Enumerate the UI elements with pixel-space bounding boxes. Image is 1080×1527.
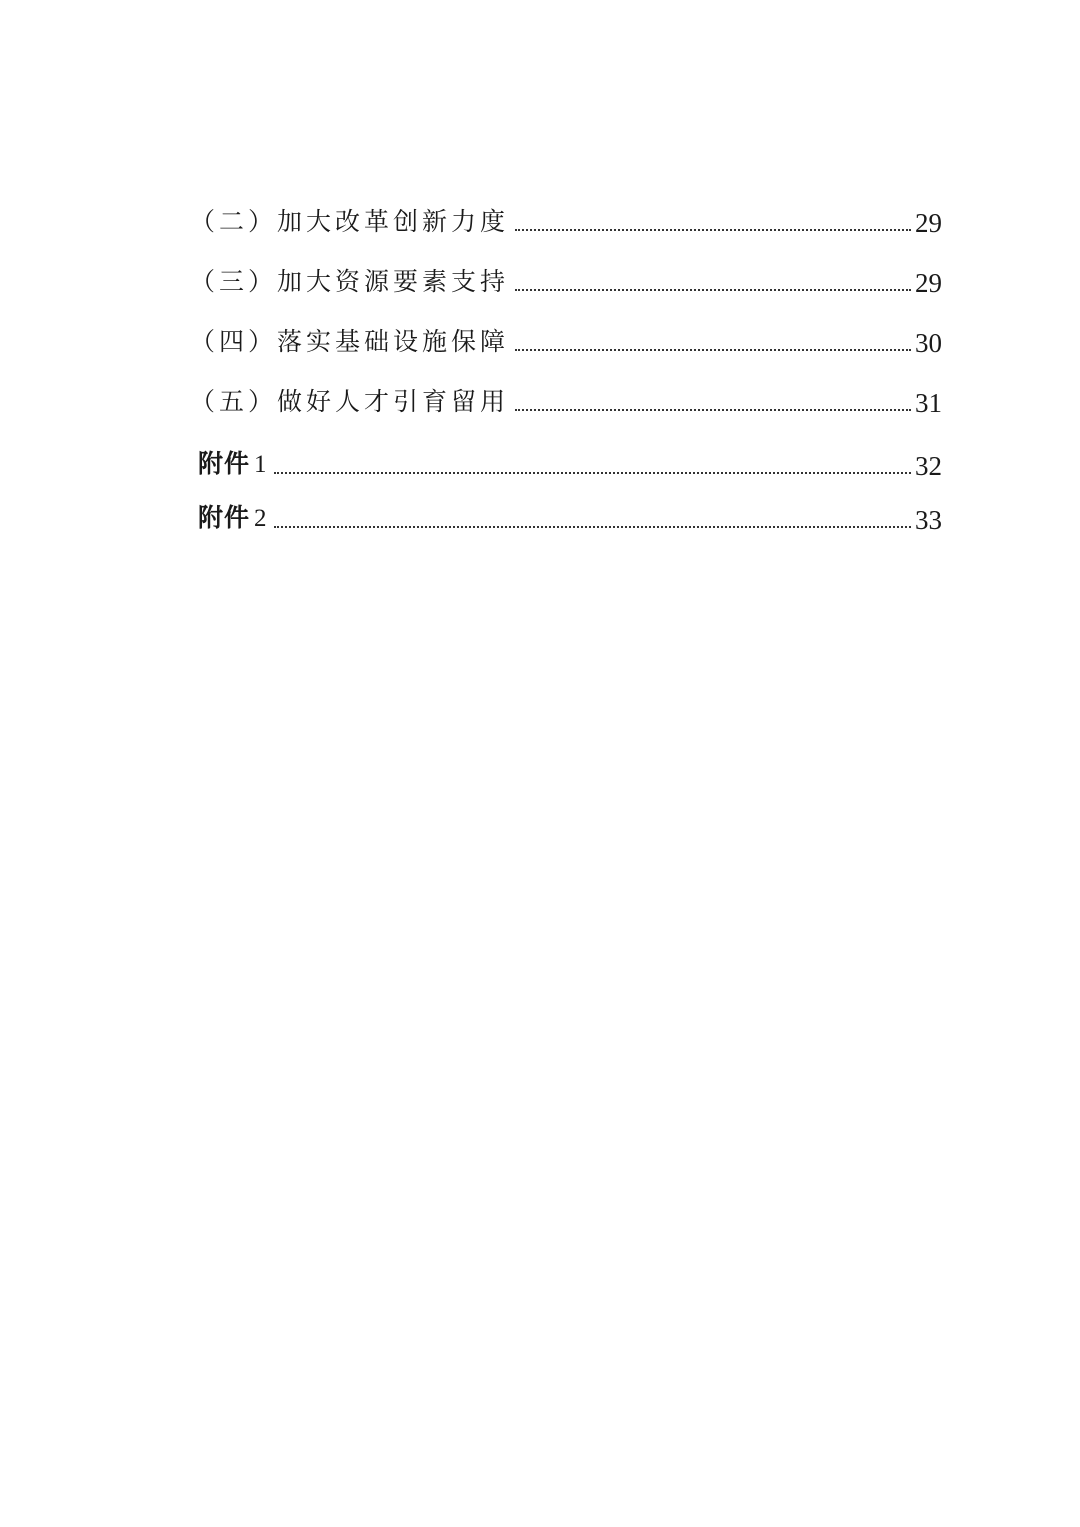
toc-entry-title: （五）做好人才引育留用 [190, 387, 510, 416]
appendix-number: 2 [254, 505, 268, 532]
appendix-label: 附件 [198, 449, 251, 478]
toc-entry-title: （三）加大资源要素支持 [190, 267, 510, 296]
toc-entry-title [190, 502, 268, 539]
toc-entry[interactable] [190, 376, 942, 422]
toc-page-number: 30 [915, 328, 942, 358]
appendix-number: 1 [254, 451, 268, 478]
toc-entry[interactable] [190, 196, 942, 242]
toc-leader-dots [515, 349, 911, 351]
toc-leader-dots [515, 229, 911, 231]
toc-entry-title: （二）加大改革创新力度 [190, 207, 510, 236]
toc-entry[interactable] [190, 316, 942, 362]
toc-leader-dots [515, 289, 911, 291]
toc-entry-appendix-2[interactable] [190, 493, 942, 539]
toc-entry-appendix-1[interactable] [190, 439, 942, 485]
toc-entry-title [190, 448, 268, 485]
toc-leader-dots [515, 409, 911, 411]
toc-entry[interactable] [190, 256, 942, 302]
toc-page-number: 32 [915, 451, 942, 481]
toc-entry-title: （四）落实基础设施保障 [190, 327, 510, 356]
toc-leader-dots [274, 526, 911, 528]
toc-page-number: 29 [915, 208, 942, 238]
toc-page-number: 29 [915, 268, 942, 298]
toc-page-number: 33 [915, 505, 942, 535]
appendix-label: 附件 [198, 503, 251, 532]
toc-page-number: 31 [915, 388, 942, 418]
toc-leader-dots [274, 472, 911, 474]
